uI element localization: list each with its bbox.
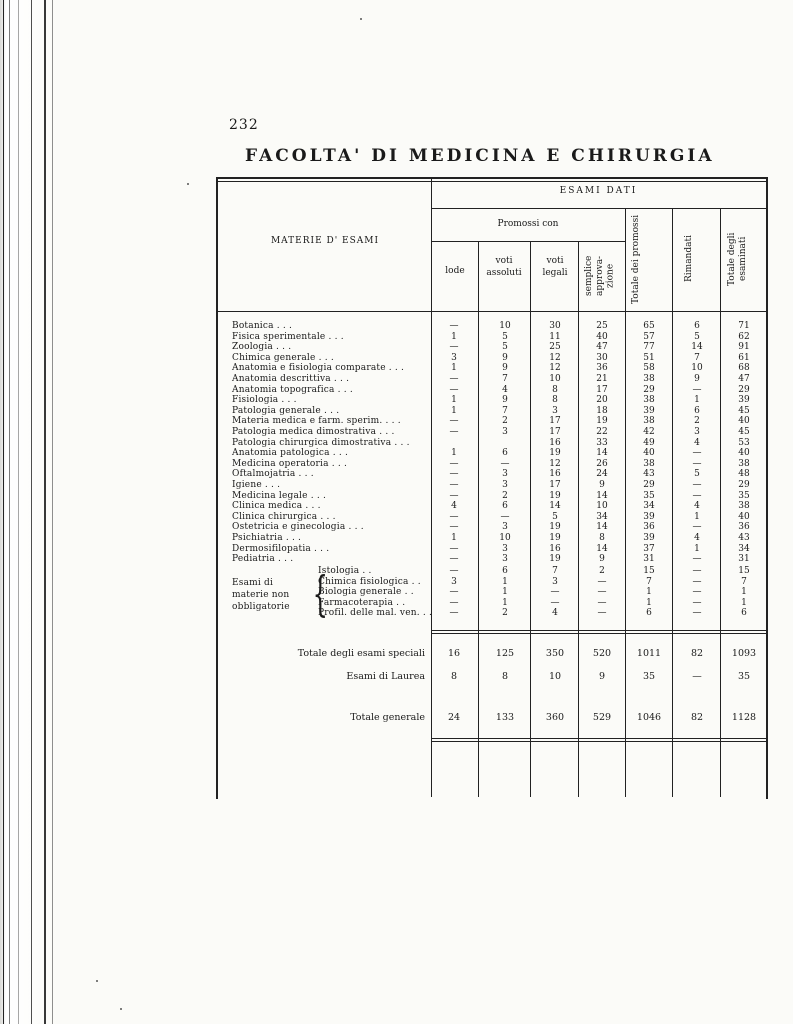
total-promossi: 1011 bbox=[636, 648, 662, 659]
cell-rimandati: 3 bbox=[694, 427, 700, 437]
cell-assoluti: 6 bbox=[502, 448, 508, 459]
cell-rimandati: 1 bbox=[694, 511, 700, 522]
cell-rimandati: 10 bbox=[691, 363, 703, 374]
subject-name: Ostetricia e ginecologia . . . bbox=[232, 522, 364, 533]
total-legali: 10 bbox=[548, 671, 562, 682]
cell-rimandati: — bbox=[692, 554, 702, 565]
header-semplice-approvazione: semplice approva-zione bbox=[584, 255, 616, 297]
subject-name: Chimica generale . . . bbox=[232, 352, 334, 363]
cell-legali: 16 bbox=[549, 437, 561, 448]
cell-semplice: 14 bbox=[596, 522, 608, 533]
header-totale-promossi: Totale dei promossi bbox=[631, 214, 641, 304]
cell-lode: 1 bbox=[451, 395, 457, 406]
cell-rimandati: 5 bbox=[694, 331, 700, 342]
cell-esaminati: 38 bbox=[738, 458, 750, 469]
cell-lode: — bbox=[449, 554, 459, 565]
cell-semplice: 21 bbox=[596, 374, 608, 384]
cell-legali: 3 bbox=[552, 576, 558, 587]
cell-semplice: 14 bbox=[596, 448, 608, 459]
cell-legali: 12 bbox=[549, 352, 561, 363]
cell-promossi: 36 bbox=[643, 522, 655, 533]
cell-promossi: 77 bbox=[643, 342, 655, 353]
cell-esaminati: 61 bbox=[738, 352, 750, 363]
cell-assoluti: 2 bbox=[502, 416, 508, 427]
cell-legali: — bbox=[550, 597, 560, 608]
subject-name: Oftalmojatria . . . bbox=[232, 469, 314, 480]
cell-lode: 1 bbox=[451, 448, 457, 459]
optional-subject-name: Profil. delle mal. ven. . . bbox=[318, 608, 433, 619]
cell-rimandati: 1 bbox=[694, 543, 700, 554]
cell-legali: 3 bbox=[552, 405, 558, 416]
cell-promossi: 29 bbox=[643, 480, 655, 490]
cell-esaminati: 38 bbox=[738, 501, 750, 512]
cell-rimandati: — bbox=[692, 566, 702, 576]
cell-lode: — bbox=[449, 587, 459, 598]
cell-assoluti: 2 bbox=[502, 608, 508, 619]
cell-assoluti: 3 bbox=[502, 554, 508, 565]
total-lode: 24 bbox=[447, 712, 461, 723]
cell-lode: — bbox=[449, 321, 459, 331]
cell-esaminati: 45 bbox=[738, 405, 750, 416]
total-legali: 350 bbox=[545, 648, 565, 659]
optional-group-label: Esami di materie non obbligatorie bbox=[232, 578, 290, 613]
cell-assoluti: 5 bbox=[502, 331, 508, 342]
cell-lode: — bbox=[449, 511, 459, 522]
cell-semplice: 18 bbox=[596, 405, 608, 416]
cell-legali: 8 bbox=[552, 384, 558, 395]
cell-promossi: 35 bbox=[643, 490, 655, 501]
cell-rimandati: 9 bbox=[694, 374, 700, 384]
total-semplice: 520 bbox=[592, 648, 612, 659]
header-totale-esaminati: Totale degli esaminati bbox=[727, 232, 748, 286]
cell-rimandati: 1 bbox=[694, 395, 700, 406]
cell-semplice: 24 bbox=[596, 469, 608, 480]
cell-assoluti: 3 bbox=[502, 543, 508, 554]
cell-assoluti: 9 bbox=[502, 363, 508, 374]
cell-promossi: 43 bbox=[643, 469, 655, 480]
cell-rimandati: 14 bbox=[691, 342, 703, 353]
total-label: Totale generale bbox=[350, 712, 425, 723]
cell-semplice: 36 bbox=[596, 363, 608, 374]
cell-legali: 16 bbox=[549, 543, 561, 554]
cell-lode: 3 bbox=[451, 352, 457, 363]
cell-lode: 1 bbox=[451, 363, 457, 374]
cell-lode: 1 bbox=[451, 405, 457, 416]
total-promossi: 35 bbox=[642, 671, 656, 682]
cell-semplice: — bbox=[597, 576, 607, 587]
cell-assoluti: — bbox=[500, 458, 510, 469]
cell-assoluti: 4 bbox=[502, 384, 508, 395]
total-rimandati: 82 bbox=[690, 648, 704, 659]
cell-semplice: 14 bbox=[596, 490, 608, 501]
subject-name: Psichiatria . . . bbox=[232, 533, 302, 543]
cell-esaminati: 47 bbox=[738, 374, 750, 384]
cell-assoluti: 3 bbox=[502, 522, 508, 533]
cell-esaminati: 45 bbox=[738, 427, 750, 437]
optional-subject-name: Farmacoterapia . . bbox=[318, 597, 406, 608]
cell-legali: 25 bbox=[549, 342, 561, 353]
cell-rimandati: 6 bbox=[694, 405, 700, 416]
cell-semplice: 22 bbox=[596, 427, 608, 437]
cell-esaminati: 48 bbox=[738, 469, 750, 480]
cell-lode: — bbox=[449, 490, 459, 501]
optional-subject-name: Istologia . . bbox=[318, 566, 372, 576]
cell-promossi: 37 bbox=[643, 543, 655, 554]
cell-semplice: 19 bbox=[596, 416, 608, 427]
cell-esaminati: 36 bbox=[738, 522, 750, 533]
brace-glyph: { bbox=[312, 566, 328, 622]
header-voti-assoluti: voti assoluti bbox=[486, 256, 522, 278]
cell-lode: — bbox=[449, 597, 459, 608]
cell-legali: 11 bbox=[549, 331, 561, 342]
subject-name: Fisica sperimentale . . . bbox=[232, 331, 344, 342]
cell-legali: 16 bbox=[549, 469, 561, 480]
optional-subject-name: Biologia generale . . bbox=[318, 587, 414, 598]
subject-name: Clinica chirurgica . . . bbox=[232, 511, 336, 522]
cell-rimandati: 5 bbox=[694, 469, 700, 480]
cell-assoluti: — bbox=[500, 511, 510, 522]
cell-promossi: 58 bbox=[643, 363, 655, 374]
cell-lode: — bbox=[449, 522, 459, 533]
cell-semplice: 25 bbox=[596, 321, 608, 331]
total-label: Totale degli esami speciali bbox=[297, 648, 425, 659]
total-assoluti: 8 bbox=[501, 671, 509, 682]
cell-semplice: 26 bbox=[596, 458, 608, 469]
cell-assoluti: 7 bbox=[502, 374, 508, 384]
cell-esaminati: 15 bbox=[738, 566, 750, 576]
cell-legali: 19 bbox=[549, 554, 561, 565]
cell-legali: 4 bbox=[552, 608, 558, 619]
cell-semplice: — bbox=[597, 608, 607, 619]
cell-promossi: 39 bbox=[643, 405, 655, 416]
subject-name: Patologia chirurgica dimostrativa . . . bbox=[232, 437, 410, 448]
cell-legali: 17 bbox=[549, 480, 561, 490]
cell-legali: 19 bbox=[549, 490, 561, 501]
page-title: FACOLTA' DI MEDICINA E CHIRURGIA bbox=[245, 146, 715, 166]
cell-promossi: 38 bbox=[643, 458, 655, 469]
subject-name: Zoologia . . . bbox=[232, 342, 292, 353]
cell-legali: 19 bbox=[549, 533, 561, 543]
cell-lode: — bbox=[449, 566, 459, 576]
cell-lode: — bbox=[449, 427, 459, 437]
cell-esaminati: 34 bbox=[738, 543, 750, 554]
cell-promossi: 39 bbox=[643, 533, 655, 543]
header-materie: MATERIE D' ESAMI bbox=[270, 236, 380, 246]
cell-rimandati: — bbox=[692, 490, 702, 501]
total-legali: 360 bbox=[545, 712, 565, 723]
cell-assoluti: 9 bbox=[502, 395, 508, 406]
cell-esaminati: 91 bbox=[738, 342, 750, 353]
total-esaminati: 35 bbox=[737, 671, 751, 682]
header-promossi-con: Promossi con bbox=[497, 219, 559, 229]
cell-semplice: 9 bbox=[599, 480, 605, 490]
cell-esaminati: 31 bbox=[738, 554, 750, 565]
subject-name: Anatomia descrittiva . . . bbox=[232, 374, 350, 384]
cell-semplice: 17 bbox=[596, 384, 608, 395]
cell-promossi: 38 bbox=[643, 374, 655, 384]
cell-esaminati: 40 bbox=[738, 511, 750, 522]
cell-promossi: 38 bbox=[643, 416, 655, 427]
cell-promossi: 1 bbox=[646, 587, 652, 598]
cell-esaminati: 1 bbox=[741, 597, 747, 608]
cell-esaminati: 71 bbox=[738, 321, 750, 331]
cell-promossi: 49 bbox=[643, 437, 655, 448]
cell-assoluti: 5 bbox=[502, 342, 508, 353]
cell-legali: 17 bbox=[549, 416, 561, 427]
cell-promossi: 29 bbox=[643, 384, 655, 395]
subject-name: Clinica medica . . . bbox=[232, 501, 321, 512]
header-voti-legali: voti legali bbox=[542, 256, 568, 278]
cell-promossi: 34 bbox=[643, 501, 655, 512]
total-rimandati: 82 bbox=[690, 712, 704, 723]
subject-name: Fisiologia . . . bbox=[232, 395, 297, 406]
total-semplice: 529 bbox=[592, 712, 612, 723]
cell-promossi: 15 bbox=[643, 566, 655, 576]
subject-name: Dermosifilopatia . . . bbox=[232, 543, 330, 554]
cell-esaminati: 6 bbox=[741, 608, 747, 619]
cell-lode: — bbox=[449, 342, 459, 353]
total-lode: 16 bbox=[447, 648, 461, 659]
cell-lode: — bbox=[449, 469, 459, 480]
cell-esaminati: 62 bbox=[738, 331, 750, 342]
total-semplice: 9 bbox=[598, 671, 606, 682]
cell-rimandati: — bbox=[692, 458, 702, 469]
cell-rimandati: 4 bbox=[694, 533, 700, 543]
cell-promossi: 51 bbox=[643, 352, 655, 363]
cell-esaminati: 68 bbox=[738, 363, 750, 374]
cell-rimandati: 6 bbox=[694, 321, 700, 331]
cell-esaminati: 43 bbox=[738, 533, 750, 543]
cell-legali: 19 bbox=[549, 448, 561, 459]
total-promossi: 1046 bbox=[636, 712, 662, 723]
cell-assoluti: 9 bbox=[502, 352, 508, 363]
cell-rimandati: — bbox=[692, 384, 702, 395]
cell-rimandati: 4 bbox=[694, 437, 700, 448]
subject-name: Medicina operatoria . . . bbox=[232, 458, 348, 469]
cell-legali: 8 bbox=[552, 395, 558, 406]
cell-assoluti: 1 bbox=[502, 587, 508, 598]
cell-lode: — bbox=[449, 374, 459, 384]
cell-semplice: 20 bbox=[596, 395, 608, 406]
total-rimandati: — bbox=[692, 671, 702, 682]
cell-legali: 30 bbox=[549, 321, 561, 331]
cell-esaminati: 29 bbox=[738, 384, 750, 395]
cell-rimandati: 7 bbox=[694, 352, 700, 363]
cell-rimandati: — bbox=[692, 576, 702, 587]
cell-semplice: 47 bbox=[596, 342, 608, 353]
cell-promossi: 65 bbox=[643, 321, 655, 331]
cell-semplice: 2 bbox=[599, 566, 605, 576]
cell-rimandati: 2 bbox=[694, 416, 700, 427]
cell-semplice: 14 bbox=[596, 543, 608, 554]
cell-promossi: 38 bbox=[643, 395, 655, 406]
cell-rimandati: — bbox=[692, 587, 702, 598]
subject-name: Patologia medica dimostrativa . . . bbox=[232, 427, 395, 437]
cell-esaminati: 39 bbox=[738, 395, 750, 406]
cell-rimandati: — bbox=[692, 522, 702, 533]
cell-promossi: 7 bbox=[646, 576, 652, 587]
cell-semplice: 10 bbox=[596, 501, 608, 512]
subject-name: Igiene . . . bbox=[232, 480, 281, 490]
cell-lode: 3 bbox=[451, 576, 457, 587]
cell-semplice: 33 bbox=[596, 437, 608, 448]
cell-esaminati: 40 bbox=[738, 416, 750, 427]
header-rimandati: Rimandati bbox=[684, 235, 694, 283]
cell-esaminati: 1 bbox=[741, 587, 747, 598]
subject-name: Botanica . . . bbox=[232, 321, 293, 331]
cell-legali: 10 bbox=[549, 374, 561, 384]
cell-legali: 5 bbox=[552, 511, 558, 522]
cell-legali: 14 bbox=[549, 501, 561, 512]
cell-rimandati: — bbox=[692, 608, 702, 619]
cell-rimandati: 4 bbox=[694, 501, 700, 512]
cell-rimandati: — bbox=[692, 597, 702, 608]
cell-lode: — bbox=[449, 608, 459, 619]
cell-assoluti: 6 bbox=[502, 566, 508, 576]
cell-assoluti: 6 bbox=[502, 501, 508, 512]
page-number: 232 bbox=[229, 117, 259, 133]
cell-promossi: 1 bbox=[646, 597, 652, 608]
cell-esaminati: 53 bbox=[738, 437, 750, 448]
header-lode: lode bbox=[445, 266, 465, 276]
cell-promossi: 39 bbox=[643, 511, 655, 522]
header-esami-dati: ESAMI DATI bbox=[559, 186, 638, 196]
cell-lode: — bbox=[449, 416, 459, 427]
total-esaminati: 1093 bbox=[731, 648, 757, 659]
cell-esaminati: 29 bbox=[738, 480, 750, 490]
cell-semplice: 40 bbox=[596, 331, 608, 342]
total-esaminati: 1128 bbox=[731, 712, 757, 723]
cell-promossi: 57 bbox=[643, 331, 655, 342]
cell-legali: 19 bbox=[549, 522, 561, 533]
total-assoluti: 133 bbox=[495, 712, 515, 723]
cell-semplice: 8 bbox=[599, 533, 605, 543]
cell-semplice: 30 bbox=[596, 352, 608, 363]
subject-name: Anatomia topografica . . . bbox=[232, 384, 353, 395]
cell-semplice: 34 bbox=[596, 511, 608, 522]
cell-esaminati: 35 bbox=[738, 490, 750, 501]
book-binding bbox=[0, 0, 58, 1024]
cell-lode: 1 bbox=[451, 533, 457, 543]
total-lode: 8 bbox=[450, 671, 458, 682]
cell-lode: 4 bbox=[451, 501, 457, 512]
cell-legali: 12 bbox=[549, 363, 561, 374]
total-label: Esami di Laurea bbox=[346, 671, 425, 682]
cell-semplice: — bbox=[597, 587, 607, 598]
cell-legali: 17 bbox=[549, 427, 561, 437]
cell-assoluti: 3 bbox=[502, 480, 508, 490]
cell-assoluti: 3 bbox=[502, 427, 508, 437]
subject-name: Medicina legale . . . bbox=[232, 490, 327, 501]
subject-name: Anatomia patologica . . . bbox=[232, 448, 349, 459]
cell-assoluti: 3 bbox=[502, 469, 508, 480]
cell-lode: — bbox=[449, 458, 459, 469]
cell-semplice: 9 bbox=[599, 554, 605, 565]
cell-lode: — bbox=[449, 384, 459, 395]
cell-assoluti: 10 bbox=[499, 533, 511, 543]
cell-assoluti: 1 bbox=[502, 576, 508, 587]
cell-rimandati: — bbox=[692, 480, 702, 490]
cell-esaminati: 40 bbox=[738, 448, 750, 459]
cell-lode: — bbox=[449, 480, 459, 490]
subject-name: Anatomia e fisiologia comparate . . . bbox=[232, 363, 405, 374]
subject-name: Pediatria . . . bbox=[232, 554, 294, 565]
cell-assoluti: 7 bbox=[502, 405, 508, 416]
cell-promossi: 42 bbox=[643, 427, 655, 437]
cell-legali: 12 bbox=[549, 458, 561, 469]
cell-assoluti: 10 bbox=[499, 321, 511, 331]
subject-name: Materia medica e farm. sperim. . . . bbox=[232, 416, 401, 427]
cell-legali: — bbox=[550, 587, 560, 598]
cell-lode: — bbox=[449, 543, 459, 554]
cell-assoluti: 1 bbox=[502, 597, 508, 608]
cell-promossi: 6 bbox=[646, 608, 652, 619]
subject-name: Patologia generale . . . bbox=[232, 405, 340, 416]
cell-promossi: 40 bbox=[643, 448, 655, 459]
cell-esaminati: 7 bbox=[741, 576, 747, 587]
cell-legali: 7 bbox=[552, 566, 558, 576]
cell-semplice: — bbox=[597, 597, 607, 608]
cell-rimandati: — bbox=[692, 448, 702, 459]
cell-assoluti: 2 bbox=[502, 490, 508, 501]
total-assoluti: 125 bbox=[495, 648, 515, 659]
cell-lode: 1 bbox=[451, 331, 457, 342]
optional-subject-name: Chimica fisiologica . . bbox=[318, 576, 421, 587]
cell-promossi: 31 bbox=[643, 554, 655, 565]
